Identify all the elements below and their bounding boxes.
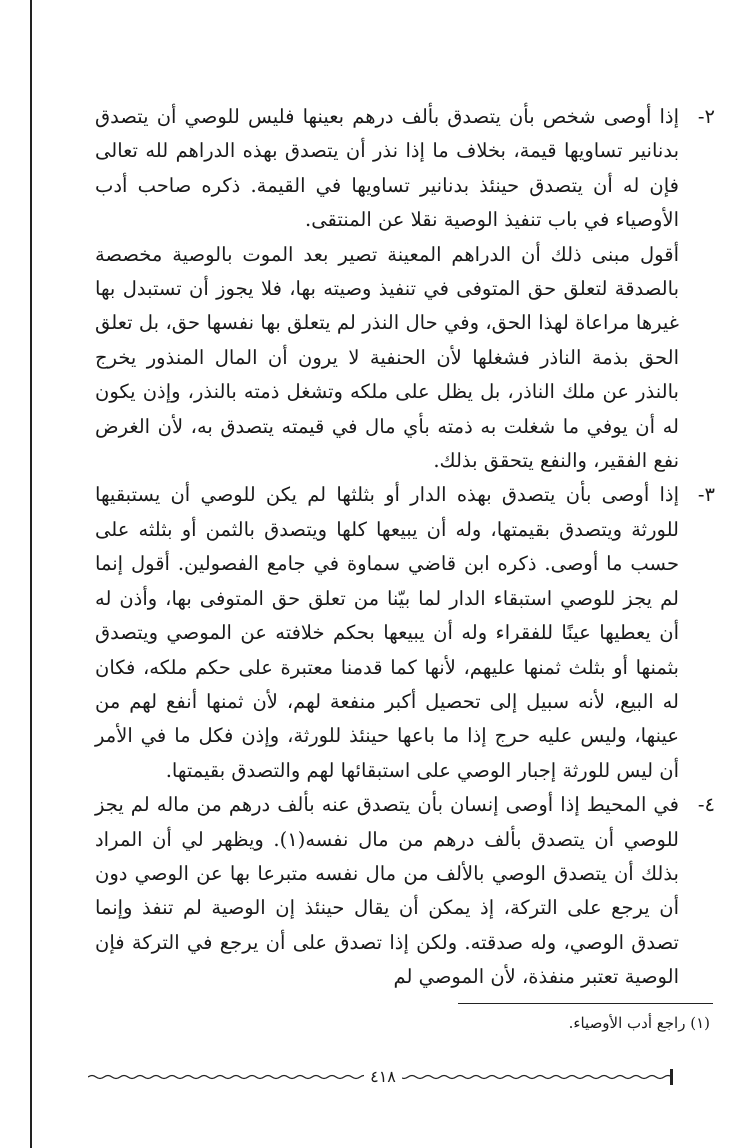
page-binding-edge [30,0,32,1148]
list-item-2 [95,100,715,478]
page-footer [88,1063,678,1091]
page-number-wrap [88,1066,678,1088]
page-number: ٤١٨ [364,1067,402,1086]
footnote-divider [458,1003,713,1004]
paragraph: أقول مبنى ذلك أن الدراهم المعينة تصير بعد الموت بالوصية مخصصة بالصدقة لتعلق حق المتوفى في تنفيذ وصيته بها، فلا يجوز أن تستبدل بها غيرها مراعاة لهذا الحق، وفي حال النذر لم يتعلق بها نفسها حق، بل تعلق الحق بذمة الناذر فشغلها لأن الحنفية لا يرون أن المال المنذور يخرج بالنذر عن ملك الناذر، بل يظل على ملكه وتشغل ذمته بالنذر، وإذن يكون له أن يوفي ما شغلت به ذمته بأي مال في قيمته يتصدق به، لأن الغرض نفع الفقير، والنفع يتحقق بذلك. [95,242,679,473]
footnote: (١) راجع أدب الأوصياء. [568,1014,710,1032]
paragraph: إذا أوصى بأن يتصدق بهذه الدار أو بثلثها لم يكن للوصي أن يستبقيها للورثة ويتصدق بقيمتها، وله أن يبيعها كلها ويتصدق بالثمن أو بثلثه على حسب ما أوصى. ذكره ابن قاضي سماوة في جامع الفصولين. أقول إنما لم يجز للوصي استبقاء الدار لما بيّنا من تعلق حق المتوفى بها، وأذن له أن يعطيها عينًا للفقراء وله أن يبيعها بحكم خلافته عن الموصي ويتصدق بثمنها أو بثلث ثمنها عليهم، لأنها كما قدمنا معتبرة على حكم ملكه، فكان له البيع، لأنه سبيل إلى تحصيل أكبر منفعة لهم، لأن ثمنها أنفع لهم من عينها، وليس عليه حرج إذا ما باعها حينئذ للورثة، وإذن فكل ما في الأمر أن ليس للورثة إجبار الوصي على استبقائها لهم والتصدق بقيمتها. [95,483,679,782]
item-number: ٢- [697,105,715,128]
list-item-4 [95,788,715,994]
list-item-3 [95,478,715,788]
body-text [95,100,715,995]
item-number: ٣- [697,483,715,507]
item-number: ٤- [697,793,715,817]
paragraph: في المحيط إذا أوصى إنسان بأن يتصدق عنه بألف درهم من ماله لم يجز للوصي أن يتصدق بألف درهم من مال نفسه(١). ويظهر لي أن المراد بذلك أن يتصدق الوصي بالألف من مال نفسه متبرعا بها عن الوصي دون أن يرجع على التركة، إذ يمكن أن يقال حينئذ إن الوصية لم تنفذ وإنما تصدق الوصي، وله صدقته. ولكن إذا تصدق على أن يرجع في التركة فإن الوصية تعتبر منفذة، لأن الموصي لم [95,793,679,989]
paragraph: إذا أوصى شخص بأن يتصدق بألف درهم بعينها فليس للوصي أن يتصدق بدنانير تساويها قيمة، بخلاف ما إذا نذر أن يتصدق بهذه الدراهم لله تعالى فإن له أن يتصدق حينئذ بدنانير تساويها في القيمة. ذكره صاحب أدب الأوصياء في باب تنفيذ الوصية نقلا عن المنتقى. [95,105,679,232]
